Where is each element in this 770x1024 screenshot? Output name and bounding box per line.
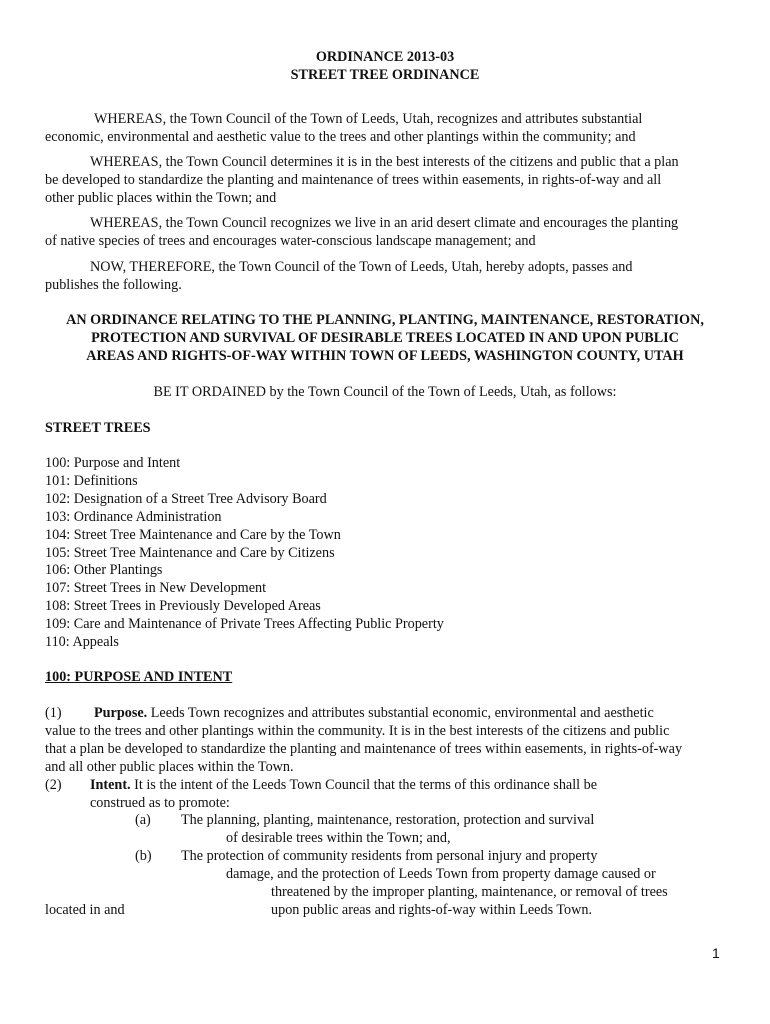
toc-item: 100: Purpose and Intent [45, 455, 181, 471]
purpose-first-line [94, 704, 654, 722]
toc-item: 102: Designation of a Street Tree Advisory Board [45, 491, 327, 507]
intent-item-a-label: (a) [135, 812, 151, 828]
ordained-statement: BE IT ORDAINED by the Town Council of the Town of Leeds, Utah, as follows: [153, 384, 617, 400]
intent-item-b-label: (b) [135, 848, 152, 864]
toc-item: 109: Care and Maintenance of Private Trees Affecting Public Property [45, 616, 444, 632]
intent-item-a-line-2: of desirable trees within the Town; and, [226, 830, 451, 846]
toc-item: 105: Street Tree Maintenance and Care by Citizens [45, 545, 335, 561]
ordinance-title: STREET TREE ORDINANCE [290, 67, 480, 83]
whereas-1-line-2: economic, environmental and aesthetic value to the trees and other plantings within the community; and [45, 129, 636, 145]
toc-item: 104: Street Tree Maintenance and Care by the Town [45, 527, 341, 543]
toc-item: 110: Appeals [45, 634, 119, 650]
ordinance-number: ORDINANCE 2013-03 [315, 49, 455, 65]
toc-item: 101: Definitions [45, 473, 138, 489]
intent-item-b-left-fragment: located in and [45, 902, 125, 918]
intent-number: (2) [45, 777, 62, 793]
purpose-number: (1) [45, 705, 62, 721]
whereas-1-line-1: WHEREAS, the Town Council of the Town of Leeds, Utah, recognizes and attributes substantial [94, 111, 643, 127]
purpose-label: Purpose. [94, 705, 148, 721]
whereas-2-line-3: other public places within the Town; and [45, 190, 277, 206]
intent-first-line [90, 776, 597, 794]
therefore-line-1: NOW, THEREFORE, the Town Council of the Town of Leeds, Utah, hereby adopts, passes and [90, 259, 633, 275]
section-100-heading: 100: PURPOSE AND INTENT [45, 669, 233, 685]
purpose-line: that a plan be developed to standardize the planting and maintenance of trees within easements, in rights-of-way [45, 741, 683, 757]
purpose-text: Leeds Town recognizes and attributes substantial economic, environmental and aesthetic [150, 705, 654, 721]
intent-item-b-line-4: upon public areas and rights-of-way within Leeds Town. [271, 902, 593, 918]
page-number: 1 [712, 945, 720, 961]
street-trees-heading: STREET TREES [45, 420, 151, 436]
whereas-2-line-1: WHEREAS, the Town Council determines it is in the best interests of the citizens and public that a plan [90, 154, 679, 170]
ordinance-heading-line-2: PROTECTION AND SURVIVAL OF DESIRABLE TREES LOCATED IN AND UPON PUBLIC [91, 330, 679, 346]
toc-item: 108: Street Trees in Previously Developed Areas [45, 598, 321, 614]
intent-label: Intent. [90, 777, 131, 793]
purpose-line: and all other public places within the Town. [45, 759, 294, 775]
therefore-line-2: publishes the following. [45, 277, 182, 293]
toc-item: 103: Ordinance Administration [45, 509, 222, 525]
intent-item-b-line-3: threatened by the improper planting, maintenance, or removal of trees [271, 884, 668, 900]
ordinance-heading-line-1: AN ORDINANCE RELATING TO THE PLANNING, PLANTING, MAINTENANCE, RESTORATION, [66, 312, 704, 328]
whereas-2-line-2: be developed to standardize the planting and maintenance of trees within easements, in rights-of-way and all [45, 172, 662, 188]
toc-item: 107: Street Trees in New Development [45, 580, 267, 596]
purpose-line: value to the trees and other plantings within the community. It is in the best interests of the citizens and public [45, 723, 670, 739]
toc-item: 106: Other Plantings [45, 562, 163, 578]
intent-line-2: construed as to promote: [90, 795, 230, 811]
ordinance-heading-line-3: AREAS AND RIGHTS-OF-WAY WITHIN TOWN OF LEEDS, WASHINGTON COUNTY, UTAH [86, 348, 684, 364]
intent-item-b-line-2: damage, and the protection of Leeds Town from property damage caused or [226, 866, 656, 882]
whereas-3-line-2: of native species of trees and encourages water-conscious landscape management; and [45, 233, 536, 249]
whereas-3-line-1: WHEREAS, the Town Council recognizes we live in an arid desert climate and encourages the planting [90, 215, 679, 231]
intent-item-b-line-1: The protection of community residents from personal injury and property [181, 848, 598, 864]
intent-item-a-line-1: The planning, planting, maintenance, restoration, protection and survival [181, 812, 595, 828]
intent-text: It is the intent of the Leeds Town Council that the terms of this ordinance shall be [134, 777, 598, 793]
